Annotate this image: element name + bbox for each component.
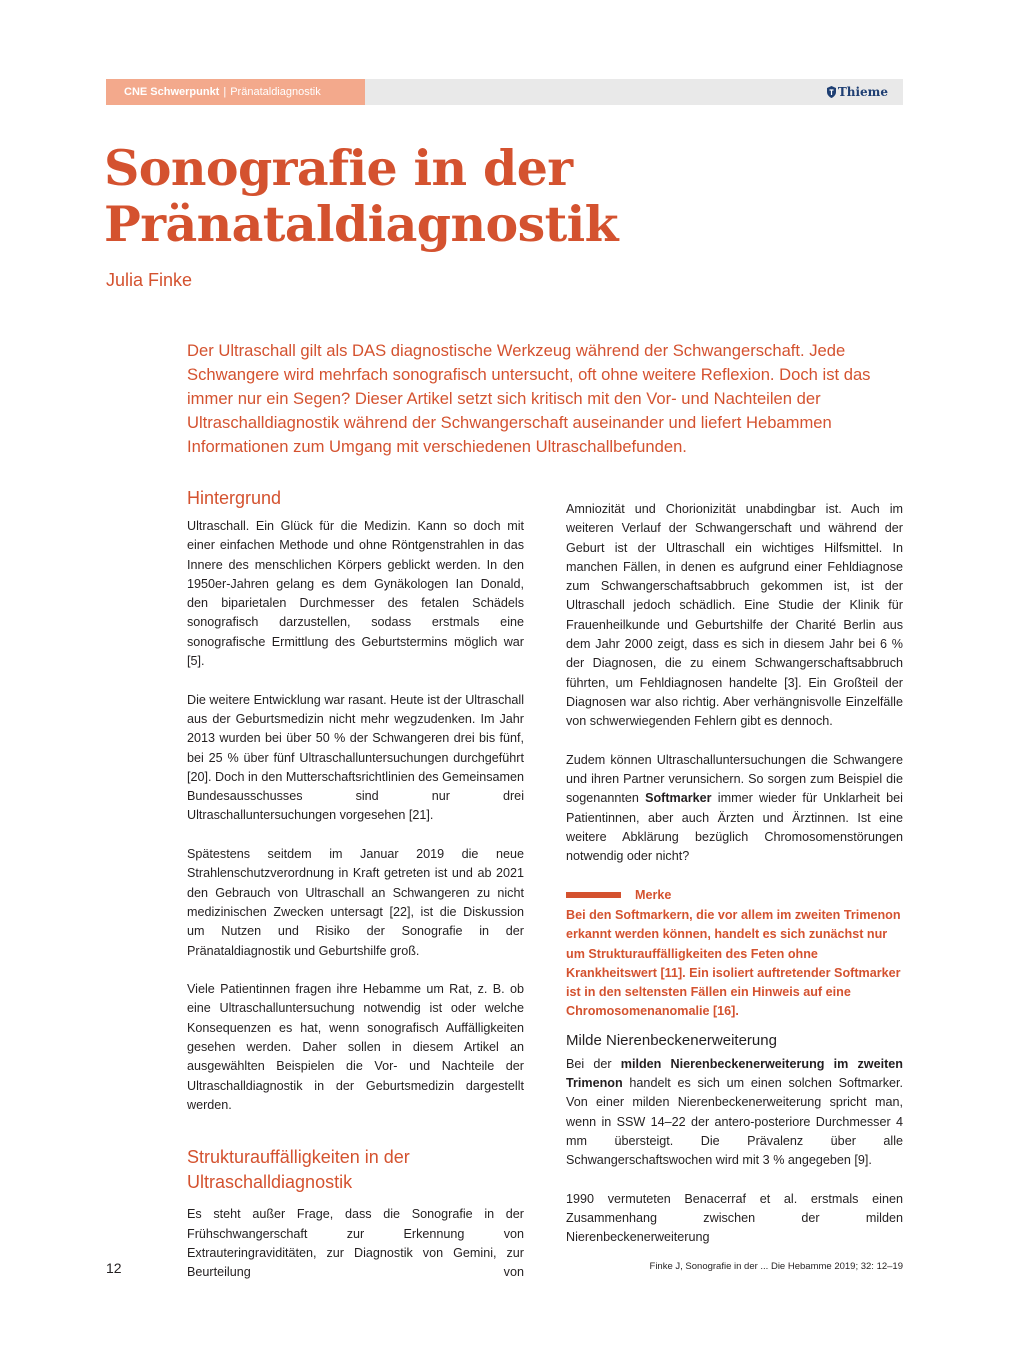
paragraph [566,1055,903,1171]
section-name: CNE Schwerpunkt [124,86,220,98]
paragraph: Viele Patientinnen fragen ihre Hebamme um Rat, z. B. ob eine Ultraschalluntersuchung notwendig ist oder welche Konsequenzen es hat, wenn sonografisch Auffälligkeiten gesehen werden. Daher sollen in diesem Artikel an ausgewählten Beispielen die Vor- und Nachteile der Ultraschalldiagnostik in der Geburtsmedizin dargestellt werden. [187,982,524,1112]
article-title: Sonografie in der Pränataldiagnostik [104,139,618,253]
merke-rule [566,892,621,898]
text-run: immer wieder für Unklarheit bei Patientinnen, aber auch Ärzten und Ärztinnen. Ist eine weitere Abklärung bezüglich Chromosomenstörungen notwendig oder nicht? [566,791,903,864]
text-run: handelt es sich um einen solchen Softmarker. Von einer milden Nierenbeckenerweiterung spricht man, wenn in SSW 14–22 der antero-posteriore Durchmesser 4 mm übersteigt. Die Prävalenz über alle Schwangerschaftswochen wird mit 3 % angegeben [9]. [566,1076,903,1168]
subheading-nierenbeckenerweiterung: Milde Nierenbeckenerweiterung [566,1031,777,1049]
paragraph: Ultraschall. Ein Glück für die Medizin. Kann so doch mit einer einfachen Methode und ohne Röntgenstrahlen in das Innere des menschlichen Körpers geblickt werden. In den 1950er-Jahren gelang es dem Gynäkologen Ian Donald, den biparietalen Durchmesser des fetalen Schädels sonografisch darzustellen, sodass erstmals eine sonografische Ermittlung des Geburtstermins möglich war [5]. [187,519,524,669]
paragraph: Spätestens seitdem im Januar 2019 die neue Strahlenschutzverordnung in Kraft getreten ist und ab 2021 den Gebrauch von Ultraschall an Schwangeren zu nicht medizinischen Zwecken untersagt [22], ist die Diskussion um Nutzen und Risiko der Sonografie in der Pränataldiagnostik und Geburtshilfe groß. [187,847,524,958]
paragraph [566,751,903,867]
section-heading-hintergrund: Hintergrund [187,488,282,508]
left-column [187,486,524,1302]
text-run: Bei der [566,1056,621,1071]
section-separator: | [223,86,227,98]
text-run: Zudem können Ultraschalluntersuchungen die Schwangere und ihren Partner verunsichern. So sorgen zum Beispiel die sogenannten [566,752,903,806]
paragraph: Amniozität und Chorionizität unabdingbar ist. Auch im weiteren Verlauf der Schwangerschaft und während der Geburt ist der Ultraschall ein wichtiges Hilfsmittel. In manchen Fällen, in denen es aufgrund einer Fehldiagnose zum Schwangerschaftsabbruch gekommen ist, ist der Ultraschall jedoch schädlich. Eine Studie der Klinik für Frauenheilkunde und Geburtshilfe der Charité Berlin aus dem Jahr 2000 zeigt, dass es sich in diesem Jahr bei 6 % der Diagnosen, die zu einem Schwangerschaftsabbruch führten, um Fehldiagnosen handelte [3]. Ein Großteil der Diagnosen war also richtig. Aber verhängnisvolle Einzelfälle von schwerwiegenden Fehlern gibt es dennoch. [566,502,903,729]
publisher-brand [827,79,888,105]
term-softmarker: Softmarker [645,791,712,806]
right-column [566,500,903,1267]
paragraph: 1990 vermuteten Benacerraf et al. erstmals einen Zusammenhang zwischen der milden Nierenbeckenerweiterung [566,1191,903,1245]
brand-name: Thieme [837,85,888,99]
paragraph: Es steht außer Frage, dass die Sonografie in der Frühschwangerschaft zur Erkennung von Extrauteringraviditäten, zur Diagnostik von Gemini, zur Beurteilung von [187,1207,524,1280]
paragraph: Die weitere Entwicklung war rasant. Heute ist der Ultraschall aus der Geburtsmedizin nicht mehr wegzudenken. Im Jahr 2013 wurden bei über 50 % der Schwangeren drei bis fünf, bei 25 % über fünf Ultraschalluntersuchungen durchgeführt [20]. Doch in den Mutterschaftsrichtlinien des Gemeinsamen Bundesausschusses sind nur drei Ultraschalluntersuchungen vorgesehen [21]. [187,692,524,823]
journal-header-bar [106,79,903,105]
term-nierenbeckenerweiterung: milden Nierenbeckenerweiterung im zweiten Trimenon [566,1056,903,1091]
thieme-logo-icon [827,86,836,98]
merke-label: Merke [635,887,672,902]
merke-header [566,886,903,905]
section-tag [106,79,365,105]
section-topic: Pränataldiagnostik [230,86,321,98]
article-author: Julia Finke [106,270,193,290]
merke-text: Bei den Softmarkern, die vor allem im zweiten Trimenon erkannt werden können, handelt es sich zunächst nur um Strukturauffälligkeiten des Feten ohne Krankheitswert [11]. Ein isoliert auftretender Softmarker ist in den seltensten Fällen ein Hinweis auf eine Chromosomenanomalie [16]. [566,907,901,1019]
page-number: 12 [106,1260,122,1276]
merke-box [566,886,903,1022]
section-heading-strukturauffaelligkeiten: Strukturauffälligkeiten in der Ultraschalldiagnostik [187,1147,410,1193]
citation-footer: Finke J, Sonografie in der ... Die Hebamme 2019; 32: 12–19 [649,1261,903,1272]
article-lead: Der Ultraschall gilt als DAS diagnostische Werkzeug während der Schwangerschaft. Jede Schwangere wird mehrfach sonografisch untersucht, oft ohne weitere Reflexion. Doch ist das immer nur ein Segen? Dieser Artikel setzt sich kritisch mit den Vor- und Nachteilen der Ultraschalldiagnostik während der Schwangerschaft auseinander und liefert Hebammen Informationen zum Umgang mit verschiedenen Ultraschallbefunden. [187,341,871,456]
